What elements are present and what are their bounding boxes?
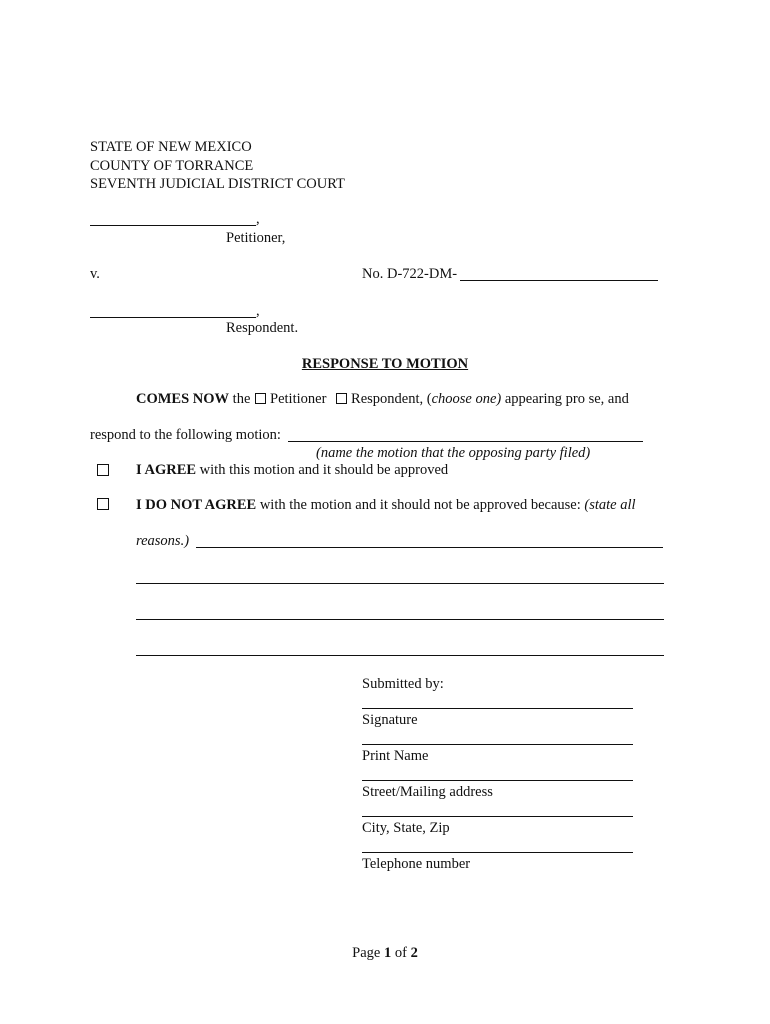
print-name-label: Print Name bbox=[362, 748, 429, 764]
respondent-option-label: Respondent, ( bbox=[351, 391, 432, 407]
court-county: COUNTY OF TORRANCE bbox=[90, 158, 254, 174]
court-state: STATE OF NEW MEXICO bbox=[90, 139, 252, 155]
page-number: 1 bbox=[383, 945, 392, 961]
agree-line bbox=[136, 462, 448, 479]
agree-bold: I AGREE bbox=[136, 462, 197, 478]
city-label: City, State, Zip bbox=[362, 820, 450, 836]
reasons-label bbox=[136, 533, 189, 550]
petitioner-checkbox[interactable] bbox=[255, 393, 266, 404]
motion-label: respond to the following motion: bbox=[90, 427, 281, 443]
page-footer bbox=[0, 945, 770, 962]
respondent-label: Respondent. bbox=[226, 320, 299, 336]
total-pages: 2 bbox=[410, 945, 418, 961]
page-word: Page bbox=[352, 945, 381, 961]
petitioner-comma: , bbox=[256, 211, 260, 227]
reasons-text: reasons.) bbox=[136, 533, 190, 549]
reasons-line-2[interactable] bbox=[136, 583, 664, 584]
motion-hint-text: (name the motion that the opposing party filed) bbox=[316, 445, 591, 461]
respondent-comma: , bbox=[256, 303, 260, 319]
choose-one-text: choose one) bbox=[431, 391, 502, 407]
agree-checkbox[interactable] bbox=[97, 464, 109, 476]
signature-label: Signature bbox=[362, 712, 418, 728]
petitioner-option-label: Petitioner bbox=[270, 391, 327, 407]
reasons-line-1[interactable] bbox=[196, 547, 663, 548]
comes-now-line bbox=[136, 391, 629, 408]
document-title: RESPONSE TO MOTION bbox=[301, 356, 469, 372]
submitted-by-label: Submitted by: bbox=[362, 676, 444, 692]
disagree-line bbox=[136, 497, 636, 514]
signature-line[interactable] bbox=[362, 708, 633, 709]
motion-name-line[interactable] bbox=[288, 441, 643, 442]
motion-hint bbox=[316, 445, 590, 462]
disagree-bold: I DO NOT AGREE bbox=[136, 497, 257, 513]
phone-label: Telephone number bbox=[362, 856, 471, 872]
reasons-line-3[interactable] bbox=[136, 619, 664, 620]
state-all-text: (state all bbox=[584, 497, 636, 513]
respondent-name-line[interactable] bbox=[90, 317, 256, 318]
city-line[interactable] bbox=[362, 816, 633, 817]
case-number-line[interactable] bbox=[460, 280, 658, 281]
respondent-checkbox[interactable] bbox=[336, 393, 347, 404]
phone-line[interactable] bbox=[362, 852, 633, 853]
address-label: Street/Mailing address bbox=[362, 784, 493, 800]
court-district: SEVENTH JUDICIAL DISTRICT COURT bbox=[90, 176, 345, 192]
comes-now-text: COMES NOW bbox=[136, 391, 230, 407]
agree-rest: with this motion and it should be approved bbox=[196, 462, 449, 478]
reasons-line-4[interactable] bbox=[136, 655, 664, 656]
the-text: the bbox=[232, 391, 251, 407]
disagree-rest: with the motion and it should not be approved because: bbox=[256, 497, 585, 513]
address-line[interactable] bbox=[362, 780, 633, 781]
of-word: of bbox=[394, 945, 407, 961]
case-number-label: No. D-722-DM- bbox=[362, 266, 458, 282]
print-name-line[interactable] bbox=[362, 744, 633, 745]
versus-label: v. bbox=[90, 266, 100, 282]
petitioner-label: Petitioner, bbox=[226, 230, 286, 246]
disagree-checkbox[interactable] bbox=[97, 498, 109, 510]
petitioner-name-line[interactable] bbox=[90, 225, 256, 226]
appearing-text: appearing pro se, and bbox=[501, 391, 629, 407]
